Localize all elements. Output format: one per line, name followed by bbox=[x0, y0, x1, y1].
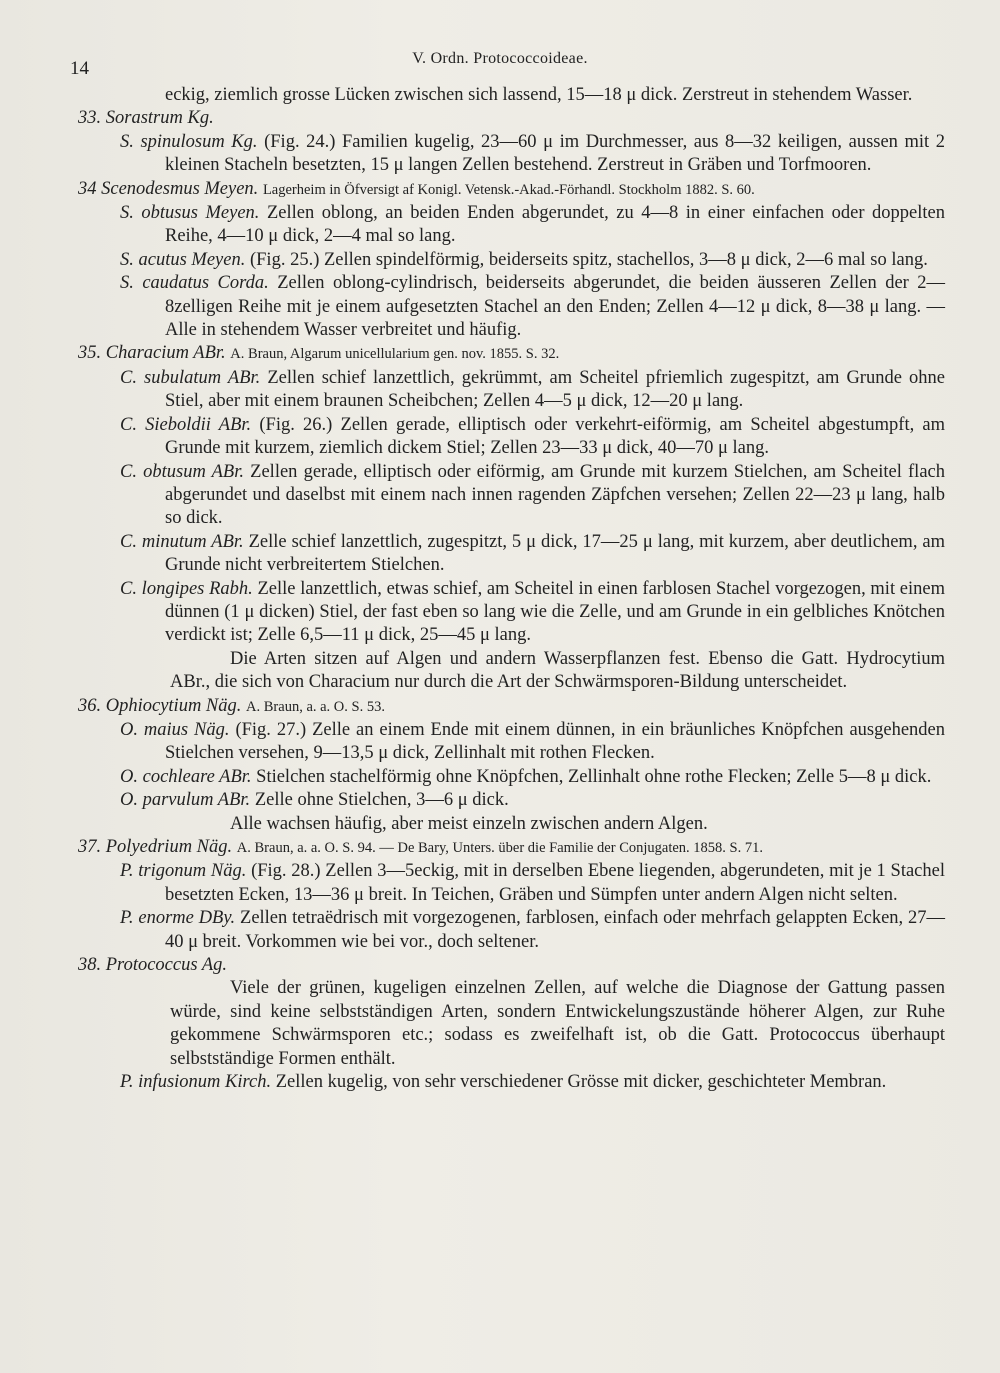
species-entry bbox=[70, 719, 945, 766]
genus-number: 35. bbox=[78, 343, 102, 364]
species-name: P. enorme DBy. bbox=[120, 908, 236, 929]
species-entry bbox=[70, 766, 945, 789]
species-name: S. spinulosum Kg. bbox=[120, 131, 258, 152]
species-description: Zellen oblong-cylindrisch, beiderseits abgerundet, die beiden äusseren Zellen der 2—8zelligen Reihe mit je einem aufgesetzten Stachel an den Enden; Zellen 4—12 μ dick, 8—38 μ lang. — Alle in stehendem Wasser verbreitet und häufig. bbox=[165, 273, 946, 341]
species-description: (Fig. 24.) Familien kugelig, 23—60 μ im Durchmesser, aus 8—32 keiligen, aussen mit 2 kleinen Stacheln besetzten, 15 μ langen Zellen bestehend. Zerstreut in Gräben und Torfmooren. bbox=[165, 131, 945, 176]
genus-reference: Lagerheim in Öfversigt af Konigl. Vetensk.-Akad.-Förhandl. Stockholm 1882. S. 60. bbox=[262, 181, 755, 198]
genus-heading bbox=[70, 695, 945, 719]
genus-number: 36. bbox=[78, 695, 102, 716]
note-text: Alle wachsen häufig, aber meist einzeln zwischen andern Algen. bbox=[230, 813, 708, 834]
species-name: C. subulatum ABr. bbox=[120, 367, 261, 388]
genus-name: Ophiocytium Näg. bbox=[105, 695, 242, 716]
species-entry bbox=[70, 367, 945, 414]
species-entry bbox=[70, 202, 945, 249]
genus-reference: A. Braun, a. a. O. S. 53. bbox=[246, 698, 385, 715]
species-description: Zelle schief lanzettlich, zugespitzt, 5 μ dick, 17—25 μ lang, mit kurzem, aber deutlichem, am Grunde nicht verbreitertem Stielchen. bbox=[165, 531, 945, 576]
note-text: Viele der grünen, kugeligen einzelnen Zellen, auf welche die Diagnose der Gattung passen würde, sind keine selbstständigen Arten, sondern Entwickelungszustände höherer Algen, zur Ruhe gekommene Schwärmsporen etc.; sodass es zweifelhaft ist, ob die Gatt. Protococcus überhaupt selbstständige Formen enthält. bbox=[170, 978, 945, 1069]
species-description: Zelle lanzettlich, etwas schief, am Scheitel in einen farblosen Stachel vorgezogen, mit einem dünnen (1 μ dicken) Stiel, der fast eben so lang wie die Zelle, und am Grunde in ein gelbliches Knötchen verdickt ist; Zelle 6,5—11 μ dick, 25—45 μ lang. bbox=[165, 578, 946, 646]
species-description: Zellen schief lanzettlich, gekrümmt, am Scheitel pfriemlich zugespitzt, am Grunde ohne Stiel, aber mit einem braunen Scheibchen; Zellen 4—5 μ dick, 12—20 μ lang. bbox=[165, 367, 945, 412]
species-description: Zellen oblong, an beiden Enden abgerundet, zu 4—8 in einer einfachen oder doppelten Reihe, 4—10 μ dick, 2—4 mal so lang. bbox=[165, 203, 946, 247]
species-description: Zellen gerade, elliptisch oder eiförmig, am Grunde mit kurzem Stielchen, am Scheitel flach abgerundet und daselbst mit einem nach innen ragenden Zäpfchen versehen; Zellen 22—23 μ lang, halb so dick. bbox=[165, 461, 945, 529]
genus-heading bbox=[70, 342, 945, 366]
genus-heading bbox=[70, 178, 945, 202]
species-description: Zellen tetraëdrisch mit vorgezogenen, farblosen, einfach oder mehrfach gelappten Ecken, 27—40 μ breit. Vorkommen wie bei vor., doch seltener. bbox=[165, 908, 946, 952]
species-entry bbox=[70, 531, 945, 578]
species-entry bbox=[70, 249, 945, 272]
continuation-paragraph bbox=[70, 84, 945, 107]
paragraph-text: eckig, ziemlich grosse Lücken zwischen sich lassend, 15—18 μ dick. Zerstreut in stehendem Wasser. bbox=[165, 85, 913, 105]
species-entry bbox=[70, 907, 945, 954]
page-number: 14 bbox=[70, 58, 89, 79]
species-entry bbox=[70, 131, 945, 178]
genus-number: 38. bbox=[78, 955, 102, 976]
species-name: S. caudatus Corda. bbox=[120, 273, 269, 294]
genus-number: 34 bbox=[78, 178, 97, 199]
species-entry bbox=[70, 578, 945, 648]
species-entry bbox=[70, 789, 945, 812]
genus-number: 33. bbox=[78, 108, 102, 129]
species-description: (Fig. 26.) Zellen gerade, elliptisch oder verkehrt-eiförmig, am Scheitel abgestumpft, am Grunde mit kurzem, ziemlich dickem Stiel; Zellen 23—33 μ dick, 40—70 μ lang. bbox=[165, 414, 946, 459]
genus-reference: A. Braun, Algarum unicellularium gen. nov. 1855. S. 32. bbox=[230, 346, 560, 363]
running-title: V. Ordn. Protococcoideae. bbox=[412, 50, 588, 67]
species-name: O. cochleare ABr. bbox=[120, 766, 252, 787]
species-description: (Fig. 28.) Zellen 3—5eckig, mit in derselben Ebene liegenden, abgerundeten, mit je 1 Stachel besetzten Ecken, 13—36 μ breit. In Teichen, Gräben und Sümpfen unter andern Algen nicht selten. bbox=[165, 861, 945, 905]
genus-name: Characium ABr. bbox=[105, 343, 226, 364]
genus-number: 37. bbox=[78, 837, 102, 857]
note-paragraph bbox=[70, 648, 945, 695]
species-name: P. trigonum Näg. bbox=[120, 861, 247, 882]
page-body bbox=[70, 84, 945, 1094]
species-name: C. longipes Rabh. bbox=[120, 578, 253, 599]
note-paragraph bbox=[70, 977, 945, 1071]
genus-heading bbox=[70, 107, 945, 130]
species-name: O. maius Näg. bbox=[120, 719, 230, 740]
species-name: C. minutum ABr. bbox=[120, 531, 244, 552]
genus-name: Polyedrium Näg. bbox=[105, 837, 233, 857]
species-entry bbox=[70, 1071, 945, 1094]
species-entry bbox=[70, 461, 945, 531]
species-name: C. obtusum ABr. bbox=[120, 461, 245, 482]
species-name: S. obtusus Meyen. bbox=[120, 203, 260, 224]
species-entry bbox=[70, 272, 945, 342]
species-description: Zelle ohne Stielchen, 3—6 μ dick. bbox=[254, 790, 509, 811]
genus-name: Protococcus Ag. bbox=[105, 955, 228, 976]
species-description: (Fig. 25.) Zellen spindelförmig, beiderseits spitz, stachellos, 3—8 μ dick, 2—6 mal so lang. bbox=[249, 249, 928, 270]
species-name: C. Sieboldii ABr. bbox=[120, 414, 252, 435]
species-name: S. acutus Meyen. bbox=[120, 249, 246, 270]
genus-reference: A. Braun, a. a. O. S. 94. — De Bary, Unters. über die Familie der Conjugaten. 1858. S. 71. bbox=[236, 840, 763, 856]
note-text: Die Arten sitzen auf Algen und andern Wasserpflanzen fest. Ebenso die Gatt. Hydrocytium ABr., die sich von Characium nur durch die Art der Schwärmsporen-Bildung unterscheidet. bbox=[170, 648, 945, 693]
species-description: Zellen kugelig, von sehr verschiedener Grösse mit dicker, geschichteter Membran. bbox=[275, 1072, 887, 1093]
species-description: (Fig. 27.) Zelle an einem Ende mit einem dünnen, in ein bräunliches Knöpfchen ausgehenden Stielchen versehen, 9—13,5 μ dick, Zellinhalt mit rothen Flecken. bbox=[165, 719, 946, 764]
species-entry bbox=[70, 860, 945, 907]
species-name: P. infusionum Kirch. bbox=[120, 1072, 272, 1093]
genus-name: Scenodesmus Meyen. bbox=[101, 178, 259, 199]
note-paragraph bbox=[70, 813, 945, 836]
species-entry bbox=[70, 414, 945, 461]
species-name: O. parvulum ABr. bbox=[120, 790, 251, 811]
genus-heading bbox=[70, 836, 945, 860]
species-description: Stielchen stachelförmig ohne Knöpfchen, Zellinhalt ohne rothe Flecken; Zelle 5—8 μ dick. bbox=[256, 766, 932, 787]
genus-name: Sorastrum Kg. bbox=[105, 108, 214, 129]
genus-heading bbox=[70, 954, 945, 977]
